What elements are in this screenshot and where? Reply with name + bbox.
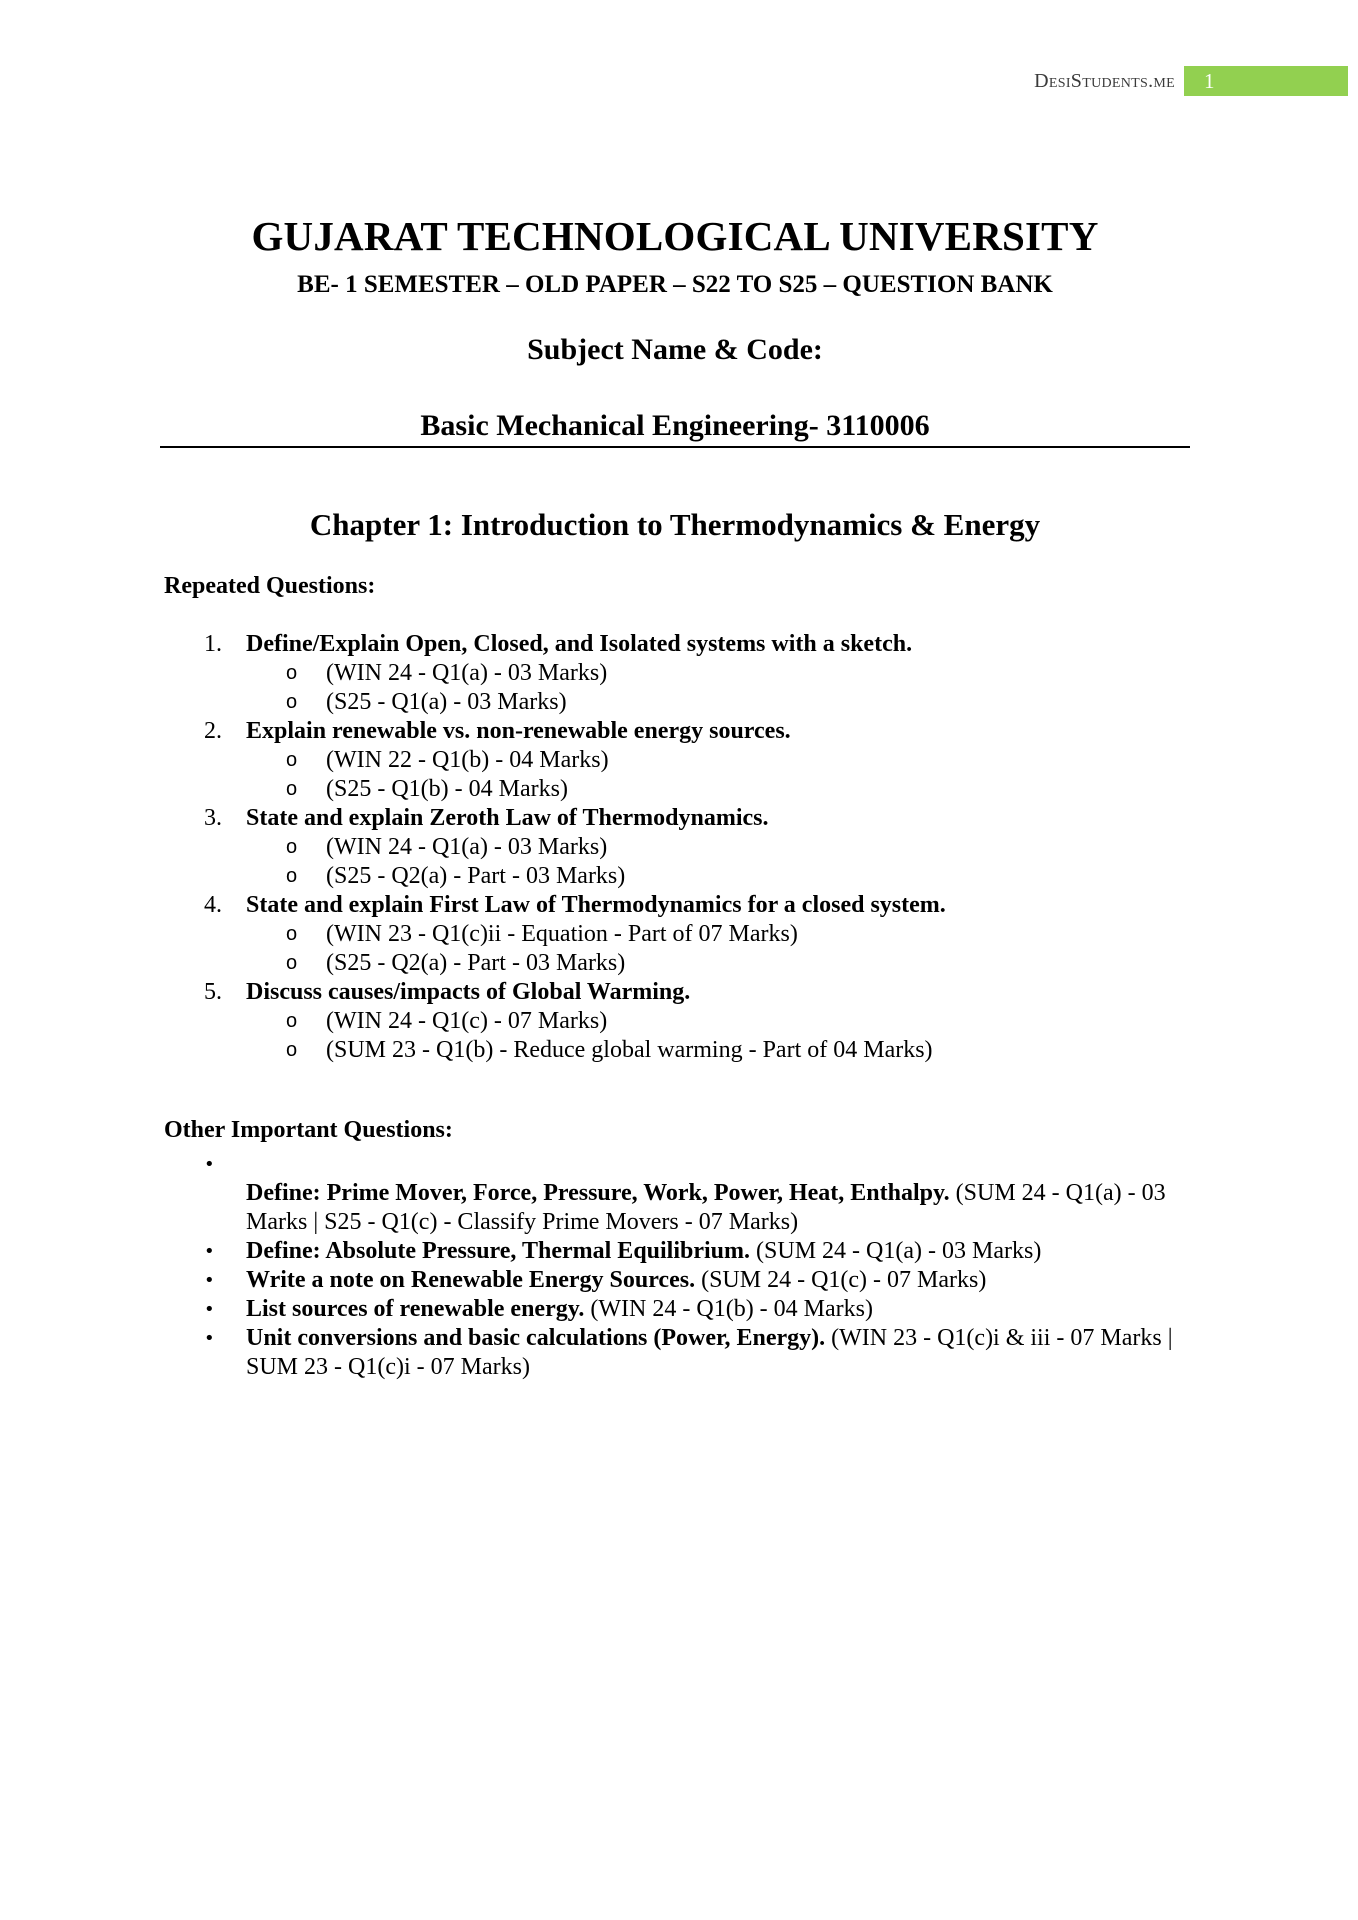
bullet: • (204, 1154, 215, 1175)
question-text: Define: Prime Mover, Force, Pressure, Work, Power, Heat, Enthalpy. (246, 1180, 950, 1206)
horizontal-rule (160, 446, 1190, 448)
sub-bullet: o (286, 778, 298, 800)
list-item (164, 1295, 1194, 1324)
question-number: 2. (204, 718, 222, 744)
repeated-questions-list (164, 630, 1194, 1065)
sub-bullet: o (286, 662, 298, 684)
question-number: 3. (204, 805, 222, 831)
site-name: DesiStudents.me (1034, 70, 1175, 92)
sub-bullet: o (286, 952, 298, 974)
reference-text: (WIN 23 - Q1(c)i & iii - 07 Marks | SUM 23 - Q1(c)i - 07 Marks) (246, 1325, 1173, 1380)
sub-bullet: o (286, 1039, 298, 1061)
question-item (164, 804, 1194, 833)
question-reference (164, 659, 1194, 688)
reference-text: (SUM 23 - Q1(b) - Reduce global warming - Part of 04 Marks) (326, 1037, 933, 1063)
reference-text: (SUM 24 - Q1(a) - 03 Marks) (750, 1238, 1042, 1264)
question-reference (164, 688, 1194, 717)
bullet: • (204, 1241, 215, 1262)
question-item (164, 717, 1194, 746)
reference-text: (SUM 24 - Q1(a) - 03 Marks | S25 - Q1(c) - Classify Prime Movers - 07 Marks) (246, 1180, 1166, 1235)
question-text: State and explain First Law of Thermodynamics for a closed system. (246, 892, 946, 918)
reference-text: (WIN 24 - Q1(a) - 03 Marks) (326, 660, 608, 686)
question-reference (164, 920, 1194, 949)
question-reference (164, 949, 1194, 978)
university-title: GUJARAT TECHNOLOGICAL UNIVERSITY (251, 213, 1099, 259)
page-header (0, 66, 1358, 96)
repeated-questions-heading: Repeated Questions: (164, 573, 376, 599)
question-item (164, 630, 1194, 659)
reference-text: (WIN 22 - Q1(b) - 04 Marks) (326, 747, 609, 773)
list-item (164, 1150, 1194, 1237)
other-questions-heading: Other Important Questions: (164, 1117, 453, 1143)
subject-name: Basic Mechanical Engineering- 3110006 (420, 409, 930, 442)
reference-text: (S25 - Q2(a) - Part - 03 Marks) (326, 863, 626, 889)
reference-text: (S25 - Q2(a) - Part - 03 Marks) (326, 950, 626, 976)
reference-text: (WIN 23 - Q1(c)ii - Equation - Part of 07 Marks) (326, 921, 798, 947)
bullet: • (204, 1328, 215, 1349)
reference-text: (WIN 24 - Q1(c) - 07 Marks) (326, 1008, 608, 1034)
reference-text: (S25 - Q1(b) - 04 Marks) (326, 776, 568, 802)
question-reference (164, 833, 1194, 862)
bullet: • (204, 1299, 215, 1320)
sub-bullet: o (286, 865, 298, 887)
question-item (164, 891, 1194, 920)
question-text: Define/Explain Open, Closed, and Isolated systems with a sketch. (246, 631, 913, 657)
sub-bullet: o (286, 836, 298, 858)
reference-text: (WIN 24 - Q1(a) - 03 Marks) (326, 834, 608, 860)
bullet: • (204, 1270, 215, 1291)
reference-text: (SUM 24 - Q1(c) - 07 Marks) (695, 1267, 987, 1293)
sub-bullet: o (286, 1010, 298, 1032)
question-number: 4. (204, 892, 222, 918)
sub-bullet: o (286, 749, 298, 771)
question-reference (164, 746, 1194, 775)
question-text: List sources of renewable energy. (246, 1296, 585, 1322)
list-item (164, 1237, 1194, 1266)
question-reference (164, 1036, 1194, 1065)
question-text: Unit conversions and basic calculations (Power, Energy). (246, 1325, 826, 1351)
page-number-box (1184, 66, 1348, 96)
question-text: Write a note on Renewable Energy Sources. (246, 1267, 696, 1293)
question-reference (164, 1007, 1194, 1036)
reference-text: (S25 - Q1(a) - 03 Marks) (326, 689, 567, 715)
question-number: 1. (204, 631, 222, 657)
page-number: 1 (1204, 69, 1215, 93)
question-text: Explain renewable vs. non-renewable energy sources. (246, 718, 791, 744)
question-item (164, 978, 1194, 1007)
question-text: Define: Absolute Pressure, Thermal Equilibrium. (246, 1238, 751, 1264)
subject-label: Subject Name & Code: (527, 333, 823, 366)
question-reference (164, 862, 1194, 891)
sub-bullet: o (286, 691, 298, 713)
reference-text: (WIN 24 - Q1(b) - 04 Marks) (584, 1296, 873, 1322)
question-text: Discuss causes/impacts of Global Warming. (246, 979, 691, 1005)
question-number: 5. (204, 979, 222, 1005)
question-text: State and explain Zeroth Law of Thermodynamics. (246, 805, 769, 831)
chapter-title: Chapter 1: Introduction to Thermodynamics & Energy (309, 507, 1041, 542)
list-item (164, 1266, 1194, 1295)
document-subtitle: BE- 1 SEMESTER – OLD PAPER – S22 TO S25 – QUESTION BANK (297, 271, 1053, 298)
other-questions-list (164, 1150, 1194, 1382)
question-reference (164, 775, 1194, 804)
list-item (164, 1324, 1194, 1382)
sub-bullet: o (286, 923, 298, 945)
